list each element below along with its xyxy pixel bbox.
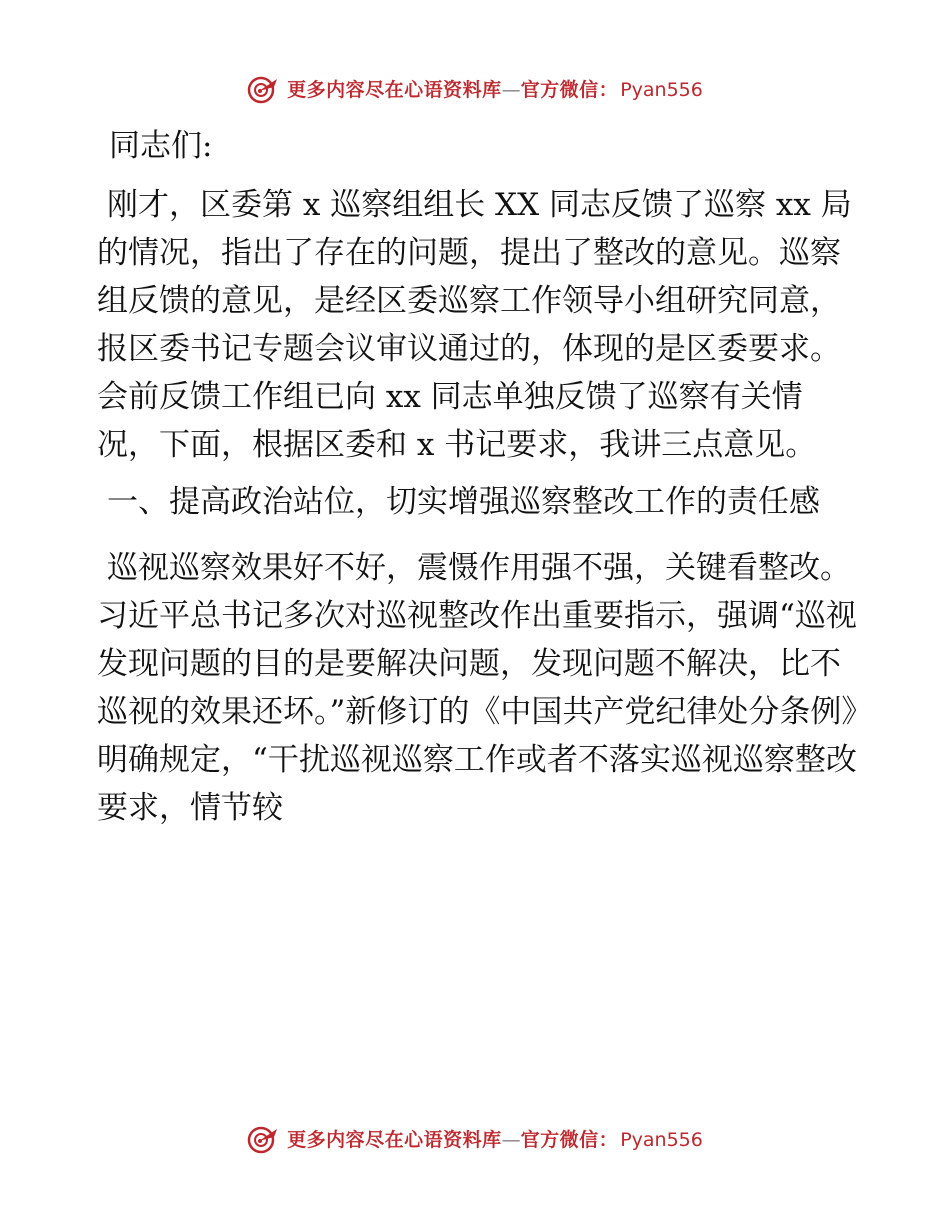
banner-main-text: 更多内容尽在心语资料库 — [287, 79, 502, 101]
footer-banner — [0, 1125, 950, 1155]
section-heading-1-text: 一、提高政治站位，切实增强巡察整改工作的责任感 — [107, 484, 820, 520]
footer-main-text: 更多内容尽在心语资料库 — [287, 1129, 502, 1151]
paragraph-1 — [97, 181, 857, 469]
banner-dash: — — [501, 79, 521, 101]
brand-logo-icon — [247, 75, 281, 105]
salutation: 同志们: — [109, 128, 213, 164]
banner-wechat-id: Pyan556 — [620, 79, 703, 101]
document-body — [97, 122, 857, 832]
banner-label-text: 官方微信： — [520, 79, 619, 101]
footer-label-text: 官方微信： — [520, 1129, 619, 1151]
paragraph-2 — [97, 544, 857, 832]
footer-dash: — — [501, 1129, 521, 1151]
footer-wechat-id: Pyan556 — [620, 1129, 703, 1151]
header-banner — [0, 75, 950, 105]
section-heading-1 — [97, 478, 857, 526]
paragraph-1-text: 刚才，区委第 x 巡察组组长 XX 同志反馈了巡察 xx 局的情况，指出了存在的问题，提出了整改的意见。巡察组反馈的意见，是经区委巡察工作领导小组研究同意，报区委书记专题会议审议通过的，体现的是区委要求。会前反馈工作组已向 xx 同志单独反馈了巡察有关情况，下面，根据区委和 x 书记要求，我讲三点意见。 — [97, 187, 852, 463]
brand-logo-icon — [247, 1125, 281, 1155]
paragraph-2-text: 巡视巡察效果好不好，震慑作用强不强，关键看整改。习近平总书记多次对巡视整改作出重要指示，强调“巡视发现问题的目的是要解决问题，发现问题不解决，比不巡视的效果还坏。”新修订的《中国共产党纪律处分条例》明确规定，“干扰巡视巡察工作或者不落实巡视巡察整改要求，情节较 — [97, 550, 857, 826]
